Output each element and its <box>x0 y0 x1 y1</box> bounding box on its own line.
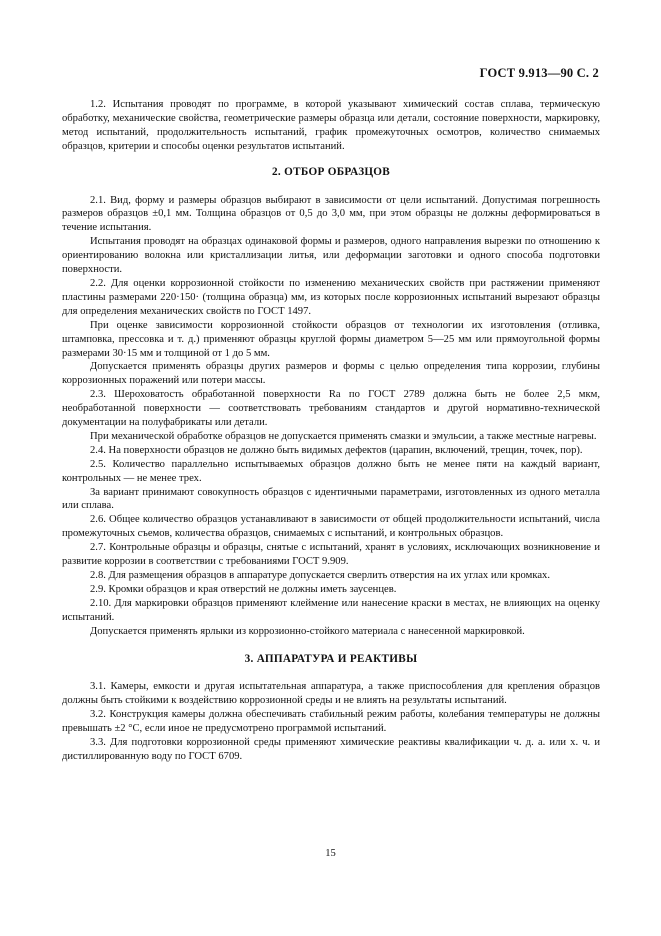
paragraph: За вариант принимают совокупность образцов с идентичными параметрами, изготовленных из одного металла или сплава. <box>62 486 600 512</box>
section-1 <box>62 98 600 154</box>
paragraph: 2.10. Для маркировки образцов применяют клеймение или нанесение краски в местах, не влияющих на оценку испытаний. <box>62 597 600 623</box>
paragraph: 2.6. Общее количество образцов устанавливают в зависимости от общей продолжительности испытаний, числа промежуточных съемов, количества образцов, снимаемых с испытаний, и контрольных образцов. <box>62 514 600 540</box>
paragraph: 2.5. Количество параллельно испытываемых образцов должно быть не менее пяти на каждый вариант, контрольных — не менее трех. <box>62 458 600 484</box>
paragraph: 2.8. Для размещения образцов в аппаратуре допускается сверлить отверстия на их углах или кромках. <box>90 570 550 581</box>
paragraph: При оценке зависимости коррозионной стойкости образцов от технологии их изготовления (отливка, штамповка, прессовка и т. д.) применяют образцы круглой формы диаметром 5—25 мм или прямоугольной формы размерами 30·15 мм и толщиной от 1 до 5 мм. <box>62 319 600 359</box>
page-number: 15 <box>325 848 336 859</box>
section-3 <box>62 680 600 763</box>
paragraph: Допускается применять образцы других размеров и формы с целью определения типа коррозии, глубины коррозионных поражений или потери массы. <box>62 361 600 387</box>
paragraph: 3.3. Для подготовки коррозионной среды применяют химические реактивы квалификации ч. д. а. или х. ч. и дистиллированную воду по ГОСТ 6709. <box>62 737 600 762</box>
section-2-heading: 2. ОТБОР ОБРАЗЦОВ <box>271 165 391 178</box>
paragraph: 1.2. Испытания проводят по программе, в которой указывают химический состав сплава, термическую обработку, механические свойства, геометрические размеры образца или детали, состояние поверхности, маркировку, метод испытаний, продолжительность испытаний, график промежуточных осмотров, количество снимаемых образцов, критерии и способы оценки результатов испытаний. <box>62 99 600 152</box>
paragraph: 2.1. Вид, форму и размеры образцов выбирают в зависимости от цели испытаний. Допустимая погрешность размеров образцов ±0,1 мм. Толщина образцов от 0,5 до 3,0 мм, при этом образцы не должны деформироваться в течение испытания. <box>62 194 600 234</box>
paragraph: 2.3. Шероховатость обработанной поверхности Ra по ГОСТ 2789 должна быть не более 2,5 мкм, необработанной поверхности — соответствовать требованиям стандартов и другой нормативно-технической документации на полуфабрикаты или детали. <box>62 389 600 429</box>
section-2 <box>62 194 600 639</box>
paragraph: 3.2. Конструкция камеры должна обеспечивать стабильный режим работы, колебания температуры не должны превышать ±2 °С, если иное не предусмотрено программой испытаний. <box>62 709 600 735</box>
paragraph: 2.9. Кромки образцов и края отверстий не должны иметь заусенцев. <box>90 583 397 595</box>
paragraph: При механической обработке образцов не допускается применять смазки и эмульсии, а также местные нагревы. <box>90 430 597 442</box>
paragraph: 3.1. Камеры, емкости и другая испытательная аппаратура, а также приспособления для крепления образцов должны быть стойкими к воздействию коррозионной среды и не влиять на результаты испытаний. <box>62 681 600 707</box>
document-header: ГОСТ 9.913—90 С. 2 <box>479 66 599 80</box>
section-3-heading: 3. АППАРАТУРА И РЕАКТИВЫ <box>244 652 418 665</box>
paragraph: Допускается применять ярлыки из коррозионно-стойкого материала с нанесенной маркировкой. <box>90 625 525 637</box>
paragraph: Испытания проводят на образцах одинаковой формы и размеров, одного направления вырезки по отношению к ориентированию волокна или кристаллизации литья, или деформации заготовки и одного способа подготовки поверхности. <box>62 236 600 276</box>
document-body <box>62 98 600 764</box>
paragraph: 2.2. Для оценки коррозионной стойкости по изменению механических свойств при растяжении применяют пластины размерами 220·150· (толщина образца) мм, из которых после коррозионных испытаний вырезают образцы для определения механических свойств по ГОСТ 1497. <box>62 277 600 317</box>
paragraph: 2.4. На поверхности образцов не должно быть видимых дефектов (царапин, включений, трещин, точек, пор). <box>90 444 583 456</box>
paragraph: 2.7. Контрольные образцы и образцы, снятые с испытаний, хранят в условиях, исключающих возникновение и развитие коррозии в соответствии с требованиями ГОСТ 9.909. <box>62 542 600 568</box>
